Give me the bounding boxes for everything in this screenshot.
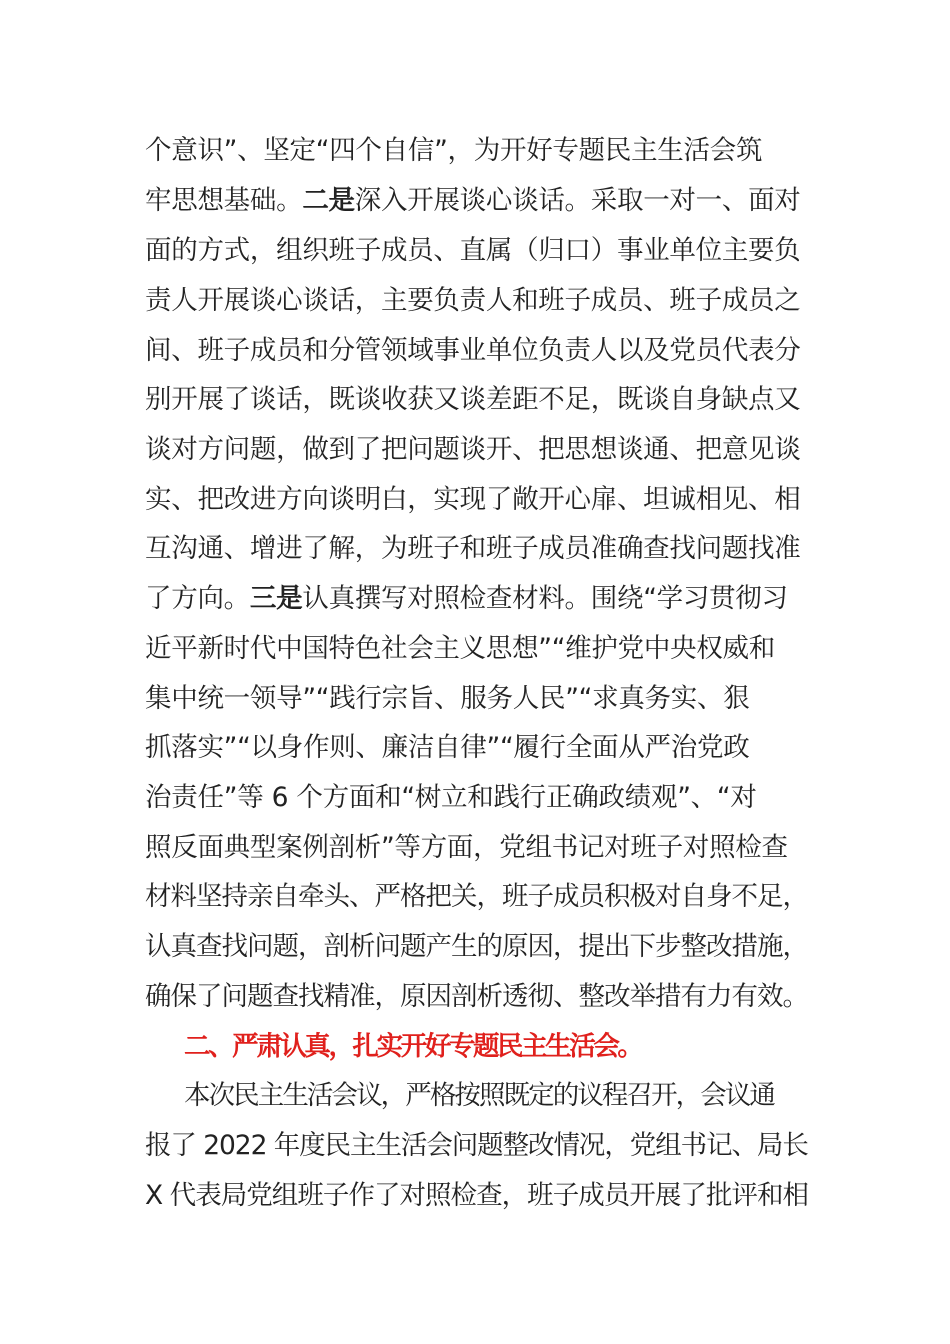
body-line: 抓落实”“以身作则、廉洁自律”“履行全面从严治党政 (145, 732, 750, 763)
body-line: 集中统一领导”“践行宗旨、服务人民”“求真务实、狠 (145, 683, 750, 714)
body-line: 个意识”、坚定“四个自信”，为开好专题民主生活会筑 (145, 135, 763, 166)
bold-marker: 二是 (302, 185, 355, 216)
body-line: 责人开展谈心谈话，主要负责人和班子成员、班子成员之 (145, 285, 801, 316)
body-line: 治责任”等 6 个方面和“树立和践行正确政绩观”、“对 (145, 782, 757, 813)
section-heading: 二、严肃认真，扎实开好专题民主生活会。 (184, 1031, 642, 1062)
body-line: 了方向。三是认真撰写对照检查材料。围绕“学习贯彻习 (145, 583, 788, 614)
body-line: 确保了问题查找精准，原因剖析透彻、整改举措有力有效。 (145, 981, 808, 1012)
body-line: 实、把改进方向谈明白，实现了敞开心扉、坦诚相见、相 (145, 484, 801, 515)
body-line: 认真查找问题，剖析问题产生的原因，提出下步整改措施， (145, 931, 808, 962)
body-line: 谈对方问题，做到了把问题谈开、把思想谈通、把意见谈 (145, 434, 801, 465)
body-line: X 代表局党组班子作了对照检查，班子成员开展了批评和相 (145, 1180, 809, 1211)
body-line: 牢思想基础。二是深入开展谈心谈话。采取一对一、面对 (145, 185, 801, 216)
body-line: 材料坚持亲自牵头、严格把关，班子成员积极对自身不足， (145, 881, 808, 912)
body-line: 面的方式，组织班子成员、直属（归口）事业单位主要负 (145, 235, 801, 266)
body-line: 间、班子成员和分管领域事业单位负责人以及党员代表分 (145, 335, 801, 366)
body-line: 近平新时代中国特色社会主义思想”“维护党中央权威和 (145, 633, 775, 664)
body-line: 别开展了谈话，既谈收获又谈差距不足，既谈自身缺点又 (145, 384, 801, 415)
body-line: 报了 2022 年度民主生活会问题整改情况，党组书记、局长 (145, 1130, 808, 1161)
body-line: 照反面典型案例剖析”等方面，党组书记对班子对照检查 (145, 832, 788, 863)
body-line: 互沟通、增进了解，为班子和班子成员准确查找问题找准 (145, 533, 801, 564)
bold-marker: 三是 (249, 583, 303, 614)
body-line: 本次民主生活会议，严格按照既定的议程召开，会议通 (184, 1080, 774, 1111)
